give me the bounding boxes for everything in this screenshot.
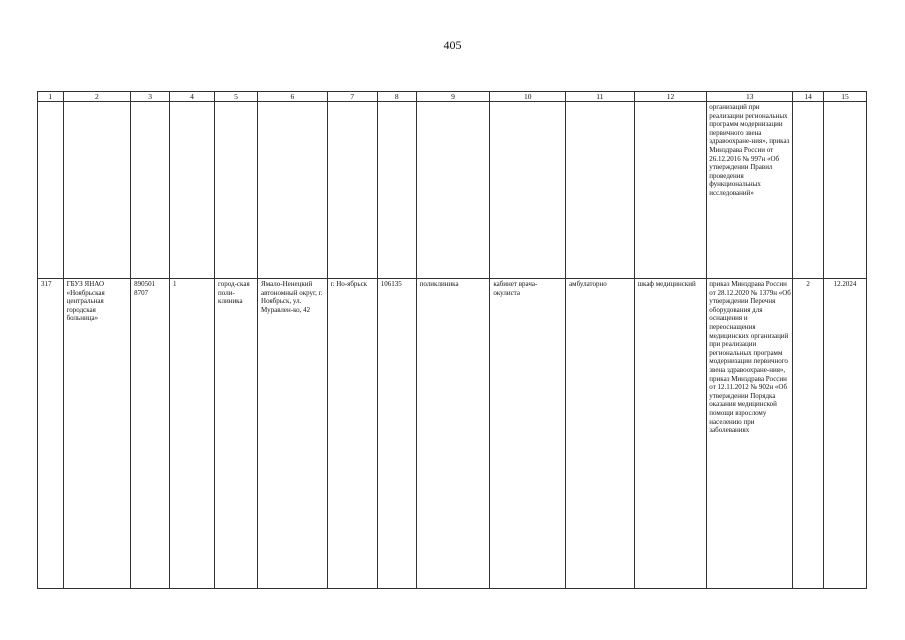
cell-city bbox=[327, 102, 377, 279]
col-header-5: 5 bbox=[215, 92, 258, 102]
data-table bbox=[37, 91, 867, 589]
cell-department bbox=[416, 102, 490, 279]
col-header-10: 10 bbox=[490, 92, 566, 102]
col-header-8: 8 bbox=[377, 92, 416, 102]
cell-office bbox=[490, 102, 566, 279]
col-header-6: 6 bbox=[258, 92, 328, 102]
cell-code: 106135 bbox=[377, 279, 416, 589]
cell-inn bbox=[131, 102, 170, 279]
cell-equipment: шкаф медицинский bbox=[634, 279, 707, 589]
col-header-13: 13 bbox=[707, 92, 793, 102]
cell-address bbox=[258, 102, 328, 279]
col-header-12: 12 bbox=[634, 92, 707, 102]
cell-regulation: организаций при реализации региональных программ модернизации первичного звена здравоохране-ния», приказ Минздрава России от 26.12.2016 № 997н «Об утверждении Правил проведения функциональных исследований» bbox=[707, 102, 793, 279]
table-row bbox=[38, 102, 867, 279]
col-header-11: 11 bbox=[566, 92, 635, 102]
cell-address: Ямало-Ненецкий автономный округ, г. Ноябрьск, ул. Муравлен-ко, 42 bbox=[258, 279, 328, 589]
cell-office: кабинет врача-окулиста bbox=[490, 279, 566, 589]
col-header-4: 4 bbox=[170, 92, 215, 102]
cell-col4: 1 bbox=[170, 279, 215, 589]
cell-department: поликлиника bbox=[416, 279, 490, 589]
cell-regulation: приказ Минздрава России от 28.12.2020 № 1379н «Об утверждении Перечня оборудования для оснащения и переоснащения медицинских организаций при реализации региональных программ модернизации первичного звена здравоохране-ния», приказ Минздрава России от 12.11.2012 № 902н «Об утверждении Порядка оказания медицинской помощи взрослому населению при заболеваниях bbox=[707, 279, 793, 589]
col-header-2: 2 bbox=[63, 92, 131, 102]
col-header-14: 14 bbox=[793, 92, 824, 102]
cell-code bbox=[377, 102, 416, 279]
header-row bbox=[38, 92, 867, 102]
cell-unit-type: город-ская поли-клиника bbox=[215, 279, 258, 589]
cell-date bbox=[823, 102, 866, 279]
cell-inn: 890501 8707 bbox=[131, 279, 170, 589]
cell-unit-type bbox=[215, 102, 258, 279]
cell-equipment bbox=[634, 102, 707, 279]
col-header-7: 7 bbox=[327, 92, 377, 102]
page-number: 405 bbox=[443, 38, 462, 52]
cell-quantity: 2 bbox=[793, 279, 824, 589]
cell-date: 12.2024 bbox=[823, 279, 866, 589]
col-header-1: 1 bbox=[38, 92, 64, 102]
cell-quantity bbox=[793, 102, 824, 279]
cell-row-number bbox=[38, 102, 64, 279]
cell-row-number: 317 bbox=[38, 279, 64, 589]
cell-city: г. Но-ябрьск bbox=[327, 279, 377, 589]
cell-col4 bbox=[170, 102, 215, 279]
col-header-3: 3 bbox=[131, 92, 170, 102]
cell-organization: ГБУЗ ЯНАО «Ноябрьская центральная городская больница» bbox=[63, 279, 131, 589]
cell-organization bbox=[63, 102, 131, 279]
col-header-15: 15 bbox=[823, 92, 866, 102]
col-header-9: 9 bbox=[416, 92, 490, 102]
cell-care-form: амбулаторно bbox=[566, 279, 635, 589]
table-row bbox=[38, 279, 867, 589]
cell-care-form bbox=[566, 102, 635, 279]
